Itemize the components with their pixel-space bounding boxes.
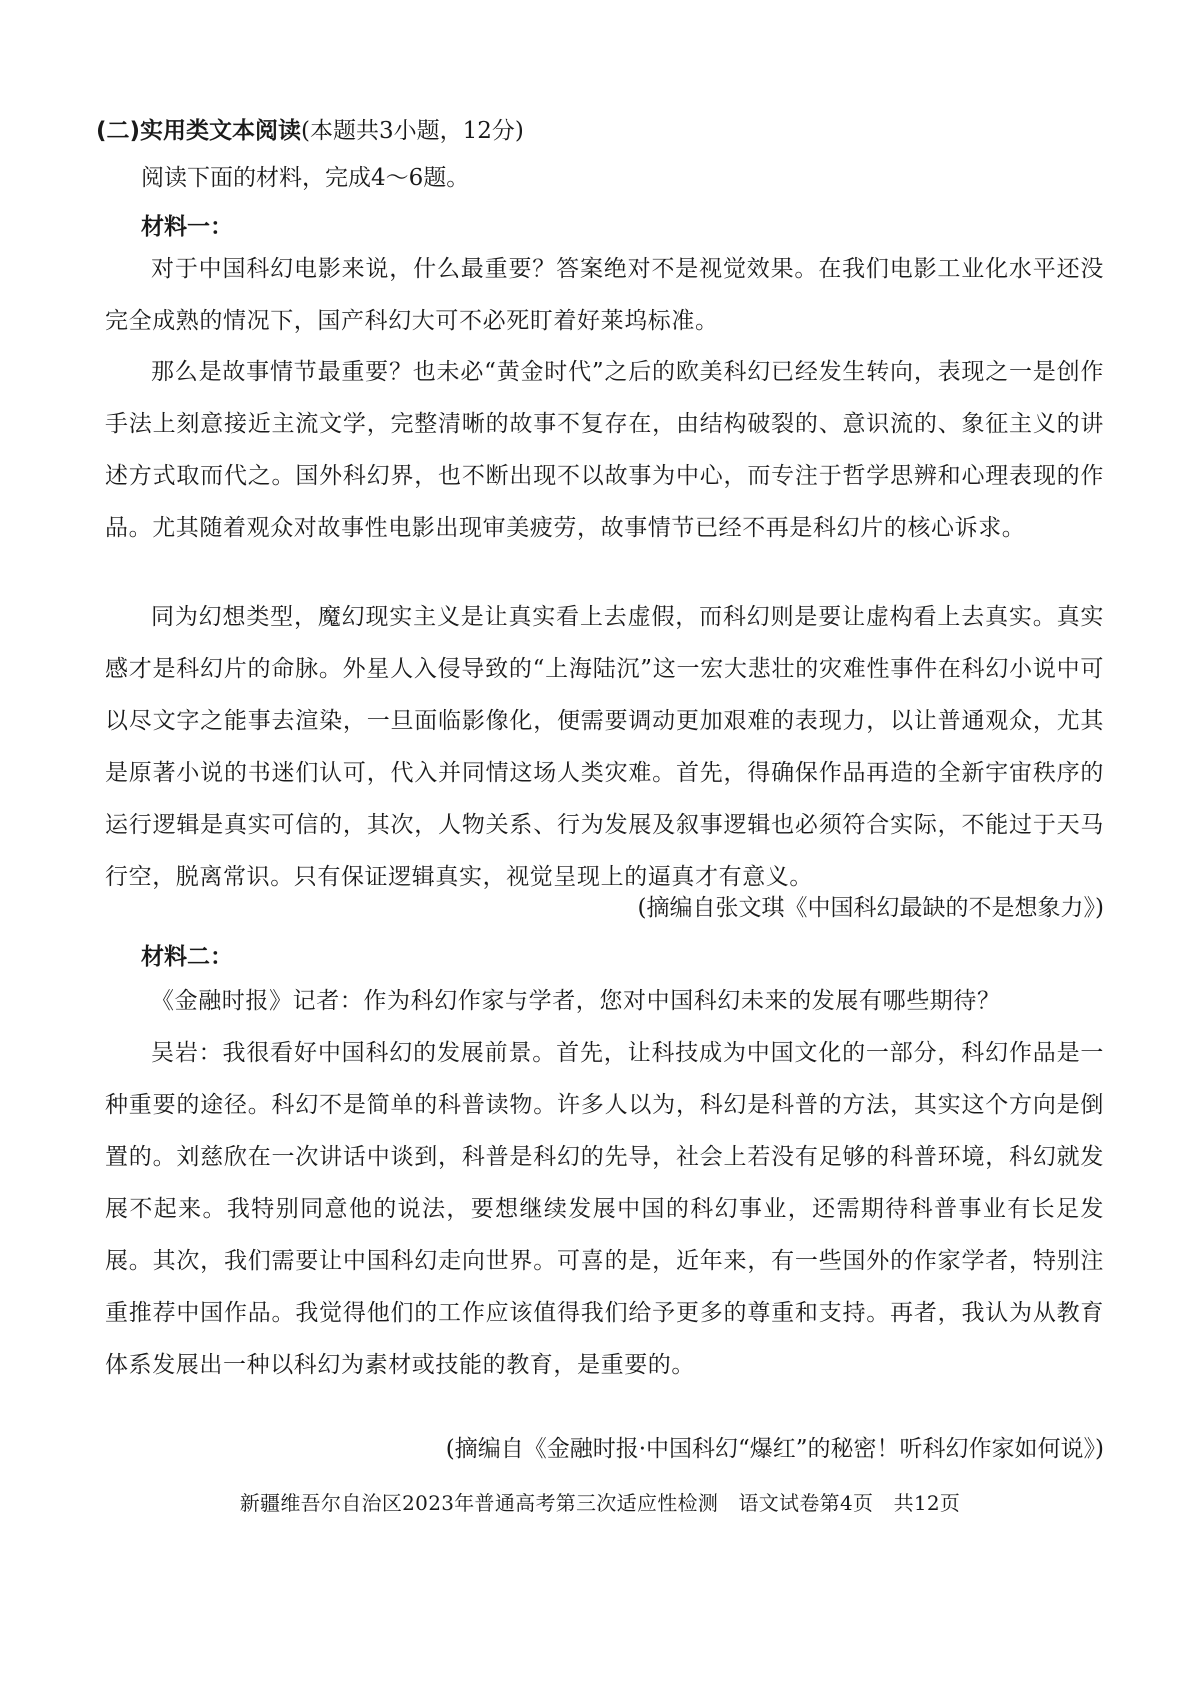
material-one-label: 材料一： [141,214,233,240]
material-one-paragraph-3: 同为幻想类型，魔幻现实主义是让真实看上去虚假，而科幻则是要让虚构看上去真实。真实感才是科幻片的命脉。外星人入侵导致的“上海陆沉”这一宏大悲壮的灾难性事件在科幻小说中可以尽文字之能事去渲染，一旦面临影像化，便需要调动更加艰难的表现力，以让普通观众，尤其是原著小说的书迷们认可，代入并同情这场人类灾难。首先，得确保作品再造的全新宇宙秩序的运行逻辑是真实可信的，其次，人物关系、行为发展及叙事逻辑也必须符合实际，不能过于天马行空，脱离常识。只有保证逻辑真实，视觉呈现上的逼真才有意义。 [105,604,1104,890]
material-two-question: 《金融时报》记者：作为科幻作家与学者，您对中国科幻未来的发展有哪些期待？ [151,988,1001,1014]
material-one-paragraph-1: 对于中国科幻电影来说，什么最重要？答案绝对不是视觉效果。在我们电影工业化水平还没完全成熟的情况下，国产科幻大可不必死盯着好莱坞标准。 [105,256,1104,334]
material-one-source: (摘编自张文琪《中国科幻最缺的不是想象力》) [637,895,1104,921]
material-two-answer: 吴岩：我很看好中国科幻的发展前景。首先，让科技成为中国文化的一部分，科幻作品是一种重要的途径。科幻不是简单的科普读物。许多人以为，科幻是科普的方法，其实这个方向是倒置的。刘慈欣在一次讲话中谈到，科普是科幻的先导，社会上若没有足够的科普环境，科幻就发展不起来。我特别同意他的说法，要想继续发展中国的科幻事业，还需期待科普事业有长足发展。其次，我们需要让中国科幻走向世界。可喜的是，近年来，有一些国外的作家学者，特别注重推荐中国作品。我觉得他们的工作应该值得我们给予更多的尊重和支持。再者，我认为从教育体系发展出一种以科幻为素材或技能的教育，是重要的。 [105,1040,1104,1378]
section-heading [96,116,524,146]
material-two-source: (摘编自《金融时报·中国科幻“爆红”的秘密！听科幻作家如何说》) [445,1436,1104,1462]
reading-instruction: 阅读下面的材料，完成4～6题。 [141,165,470,191]
page-footer: 新疆维吾尔自治区2023年普通高考第三次适应性检测 语文试卷第4页 共12页 [239,1491,961,1515]
section-note: (本题共3小题，12分) [301,118,524,144]
material-one-paragraph-2: 那么是故事情节最重要？也未必“黄金时代”之后的欧美科幻已经发生转向，表现之一是创作手法上刻意接近主流文学，完整清晰的故事不复存在，由结构破裂的、意识流的、象征主义的讲述方式取而代之。国外科幻界，也不断出现不以故事为中心，而专注于哲学思辨和心理表现的作品。尤其随着观众对故事性电影出现审美疲劳，故事情节已经不再是科幻片的核心诉求。 [105,359,1104,541]
material-two-label: 材料二： [141,944,233,970]
section-title: (二)实用类文本阅读 [96,118,302,144]
